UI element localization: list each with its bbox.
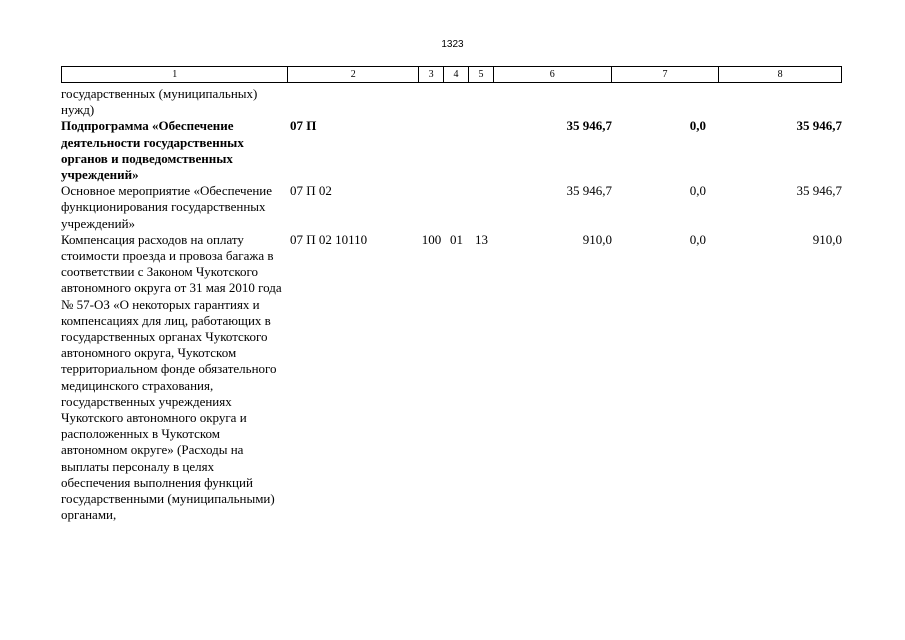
row-value-7: 0,0	[689, 118, 706, 134]
table-row	[61, 118, 842, 183]
header-col-2: 2	[288, 67, 419, 82]
table-header	[61, 66, 842, 83]
row-value-7: 0,0	[689, 183, 706, 199]
row-value-6: 910,0	[582, 231, 612, 247]
table-row	[61, 86, 842, 118]
header-col-6: 6	[494, 67, 612, 82]
row-value-8: 35 946,7	[796, 118, 842, 134]
row-value-8: 35 946,7	[796, 183, 842, 199]
header-col-4: 4	[444, 67, 469, 82]
header-col-7: 7	[612, 67, 720, 82]
row-value-7: 0,0	[689, 231, 706, 247]
row-description: государственных (муниципальных) нужд)	[61, 86, 258, 118]
row-description: Подпрограмма «Обеспечение деятельности государственных органов и подведомственных учреждений»	[61, 118, 244, 183]
header-col-5: 5	[469, 67, 494, 82]
row-description: Компенсация расходов на оплату стоимости проезда и провоза багажа в соответствии с Законом Чукотского автономного округа от 31 мая 2010 года № 57-ОЗ «О некоторых гарантиях и компенсациях для лиц, работающих в государственных органах Чукотского автономного округа, Чукотском территориальном фонде обязательного медицинского страхования, государственных учреждениях Чукотского автономного округа и расположенных в Чукотском автономном округе» (Расходы на выплаты персоналу в целях обеспечения выполнения функций государственными (муниципальными) органами,	[61, 231, 282, 523]
row-code: 07 П 02	[290, 183, 332, 199]
row-description: Основное мероприятие «Обеспечение функционирования государственных учреждений»	[61, 183, 273, 231]
row-value-8: 910,0	[812, 231, 842, 247]
row-col-5: 13	[475, 231, 488, 247]
row-value-6: 35 946,7	[566, 183, 612, 199]
page-number: 1323	[441, 39, 464, 50]
header-col-1: 1	[62, 67, 288, 82]
row-col-3: 100	[421, 231, 442, 247]
header-col-8: 8	[777, 69, 783, 80]
row-code: 07 П	[290, 118, 317, 134]
row-value-6: 35 946,7	[566, 118, 612, 134]
table-row	[61, 232, 842, 524]
row-code: 07 П 02 10110	[290, 231, 368, 247]
table-body	[61, 86, 842, 523]
header-col-3: 3	[419, 67, 444, 82]
row-col-4: 01	[450, 231, 463, 247]
table-row	[61, 183, 842, 232]
